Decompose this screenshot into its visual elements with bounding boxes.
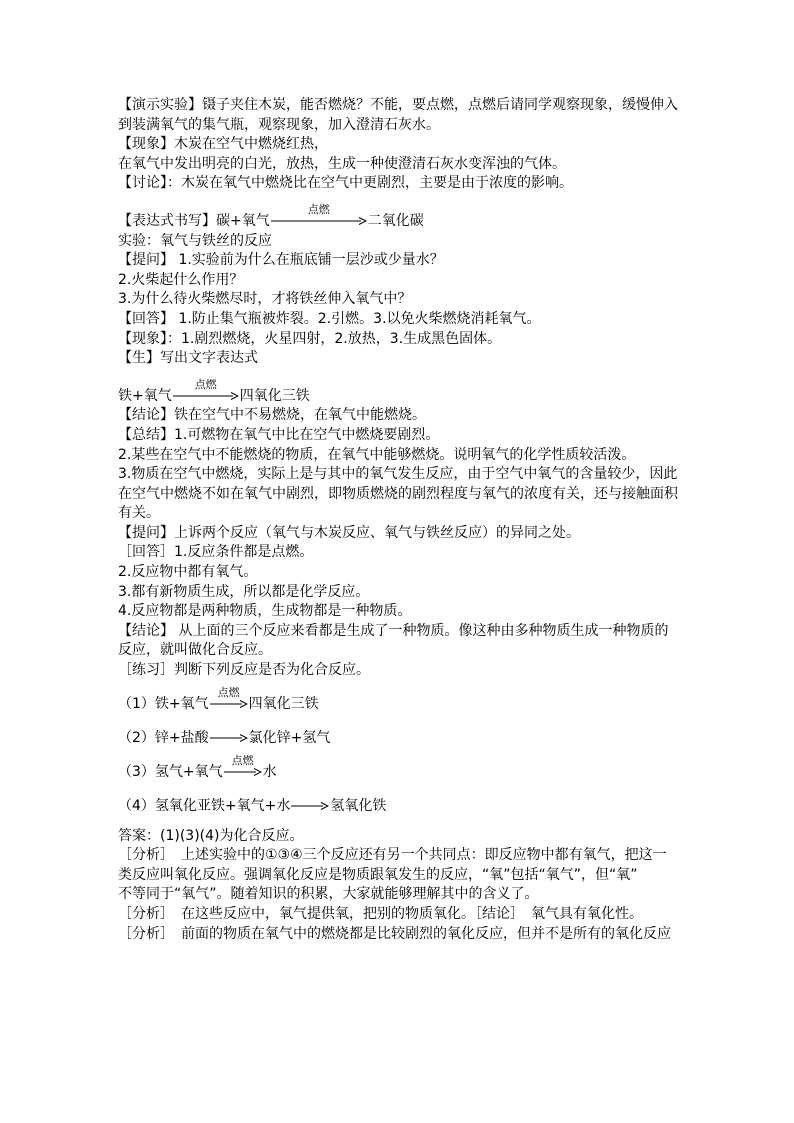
text-line: 3.都有新物质生成，所以都是化学反应。: [118, 583, 370, 600]
arrow-icon: [210, 700, 248, 708]
text-line: ［分析］ 上述实验中的①③④三个反应还有另一个共同点：即反应物中都有氧气，把这一: [118, 847, 667, 864]
arrow-icon: [291, 802, 329, 810]
exercise-left: （2）锌+盐酸: [118, 729, 209, 746]
equation-left: 【表达式书写】碳+氧气: [118, 212, 270, 229]
text-line: ［回答］1.反应条件都是点燃。: [118, 544, 314, 561]
reaction-arrow: [173, 377, 239, 400]
text-line: 到装满氧气的集气瓶，观察现象，加入澄清石灰水。: [118, 116, 440, 133]
text-line: 3.为什么待火柴燃尽时，才将铁丝伸入氧气中？: [118, 291, 412, 308]
reaction-arrow: [210, 734, 248, 742]
reaction-condition: 点燃: [217, 685, 240, 699]
equation-right: 二氧化碳: [367, 212, 424, 229]
text-line: 3.物质在空气中燃烧，实际上是与其中的氧气发生反应，由于空气中氧气的含量较少，因此: [118, 466, 678, 483]
reaction-condition: 点燃: [194, 377, 217, 391]
exercise-right: 氯化锌+氢气: [248, 729, 331, 746]
exercise-left: （1）铁+氧气: [118, 695, 209, 712]
exercise-right: 氢氧化铁: [330, 797, 387, 814]
equation-right: 四氧化三铁: [239, 387, 310, 404]
arrow-icon: [173, 392, 239, 400]
text-line: 2.某些在空气中不能燃烧的物质，在氧气中能够燃烧。说明氧气的化学性质较活泼。: [118, 446, 636, 463]
text-line: 【提问】上诉两个反应（氧气与木炭反应、氧气与铁丝反应）的异同之处。: [118, 524, 580, 541]
text-line: 不等同于“氧气”。随着知识的积累，大家就能够理解其中的含义了。: [118, 886, 539, 903]
arrow-icon: [224, 768, 262, 776]
equation-left: 铁+氧气: [118, 387, 172, 404]
text-line: 【总结】1.可燃物在氧气中比在空气中燃烧要剧烈。: [118, 426, 440, 443]
text-line: ［分析］ 在这些反应中，氧气提供氧，把别的物质氧化。［结论］ 氧气具有氧化性。: [118, 906, 643, 922]
text-line: 2.火柴起什么作用？: [118, 271, 244, 288]
reaction-arrow: [291, 802, 329, 810]
text-line: 在氧气中发出明亮的白光，放热，生成一种使澄清石灰水变浑浊的气体。: [118, 155, 566, 172]
text-line: 类反应叫氧化反应。强调氧化反应是物质跟氧发生的反应，“氧”包括“氧气”，但“氧”: [118, 866, 638, 883]
text-line: 反应，就叫做化合反应。: [118, 642, 272, 659]
exercise-left: （3）氢气+氧气: [118, 763, 223, 780]
exercise-right: 四氧化三铁: [248, 695, 319, 712]
reaction-condition: 点燃: [231, 753, 254, 767]
equation-carbon-oxygen: [118, 202, 678, 232]
arrow-icon: [210, 734, 248, 742]
reaction-arrow: [271, 202, 367, 225]
reaction-arrow: [210, 685, 248, 708]
text-line: 【提问】 1.实验前为什么在瓶底铺一层沙或少量水？: [118, 252, 444, 269]
reaction-arrow: [224, 753, 262, 776]
exercise-3: [118, 753, 678, 783]
answer-line: 答案：(1)(3)(4)为化合反应。: [118, 827, 304, 844]
exercise-1: [118, 685, 678, 715]
text-line: 4.反应物都是两种物质，生成物都是一种物质。: [118, 603, 412, 620]
exercise-2: [118, 729, 678, 749]
equation-iron-oxygen: [118, 377, 678, 407]
text-line: 实验：氧气与铁丝的反应: [118, 232, 272, 249]
text-line: ［分析］ 前面的物质在氧气中的燃烧都是比较剧烈的氧化反应，但并不是所有的氧化反应: [118, 925, 671, 942]
exercise-left: （4）氢氧化亚铁+氧气+水: [118, 797, 291, 814]
text-line: 【结论】铁在空气中不易燃烧，在氧气中能燃烧。: [118, 407, 426, 424]
text-line: 【演示实验】镊子夹住木炭，能否燃烧？不能，要点燃，点燃后请同学观察现象，缓慢伸入: [118, 97, 678, 113]
exercise-4: [118, 797, 678, 817]
exercise-right: 水: [262, 763, 277, 780]
document-page: [118, 96, 678, 944]
text-line: 【回答】 1.防止集气瓶被炸裂。2.引燃。3.以免火柴燃烧消耗氧气。: [118, 310, 541, 327]
arrow-icon: [271, 217, 367, 225]
text-line: 有关。: [118, 505, 160, 522]
text-line: 【讨论】：木炭在氧气中燃烧比在空气中更剧烈，主要是由于浓度的影响。: [118, 175, 573, 192]
text-line: 【结论】 从上面的三个反应来看都是生成了一种物质。像这种由多种物质生成一种物质的: [118, 622, 669, 639]
text-line: 【生】写出文字表达式: [118, 350, 258, 367]
text-line: ［练习］判断下列反应是否为化合反应。: [118, 662, 370, 679]
text-line: 2.反应物中都有氧气。: [118, 564, 258, 581]
reaction-condition: 点燃: [307, 202, 330, 216]
text-line: 在空气中燃烧不如在氧气中剧烈，即物质燃烧的剧烈程度与氧气的浓度有关，还与接触面积: [118, 485, 678, 502]
text-line: 【现象】：1.剧烈燃烧，火星四射，2.放热，3.生成黑色固体。: [118, 330, 502, 347]
text-line: 【现象】木炭在空气中燃烧红热，: [118, 136, 328, 153]
